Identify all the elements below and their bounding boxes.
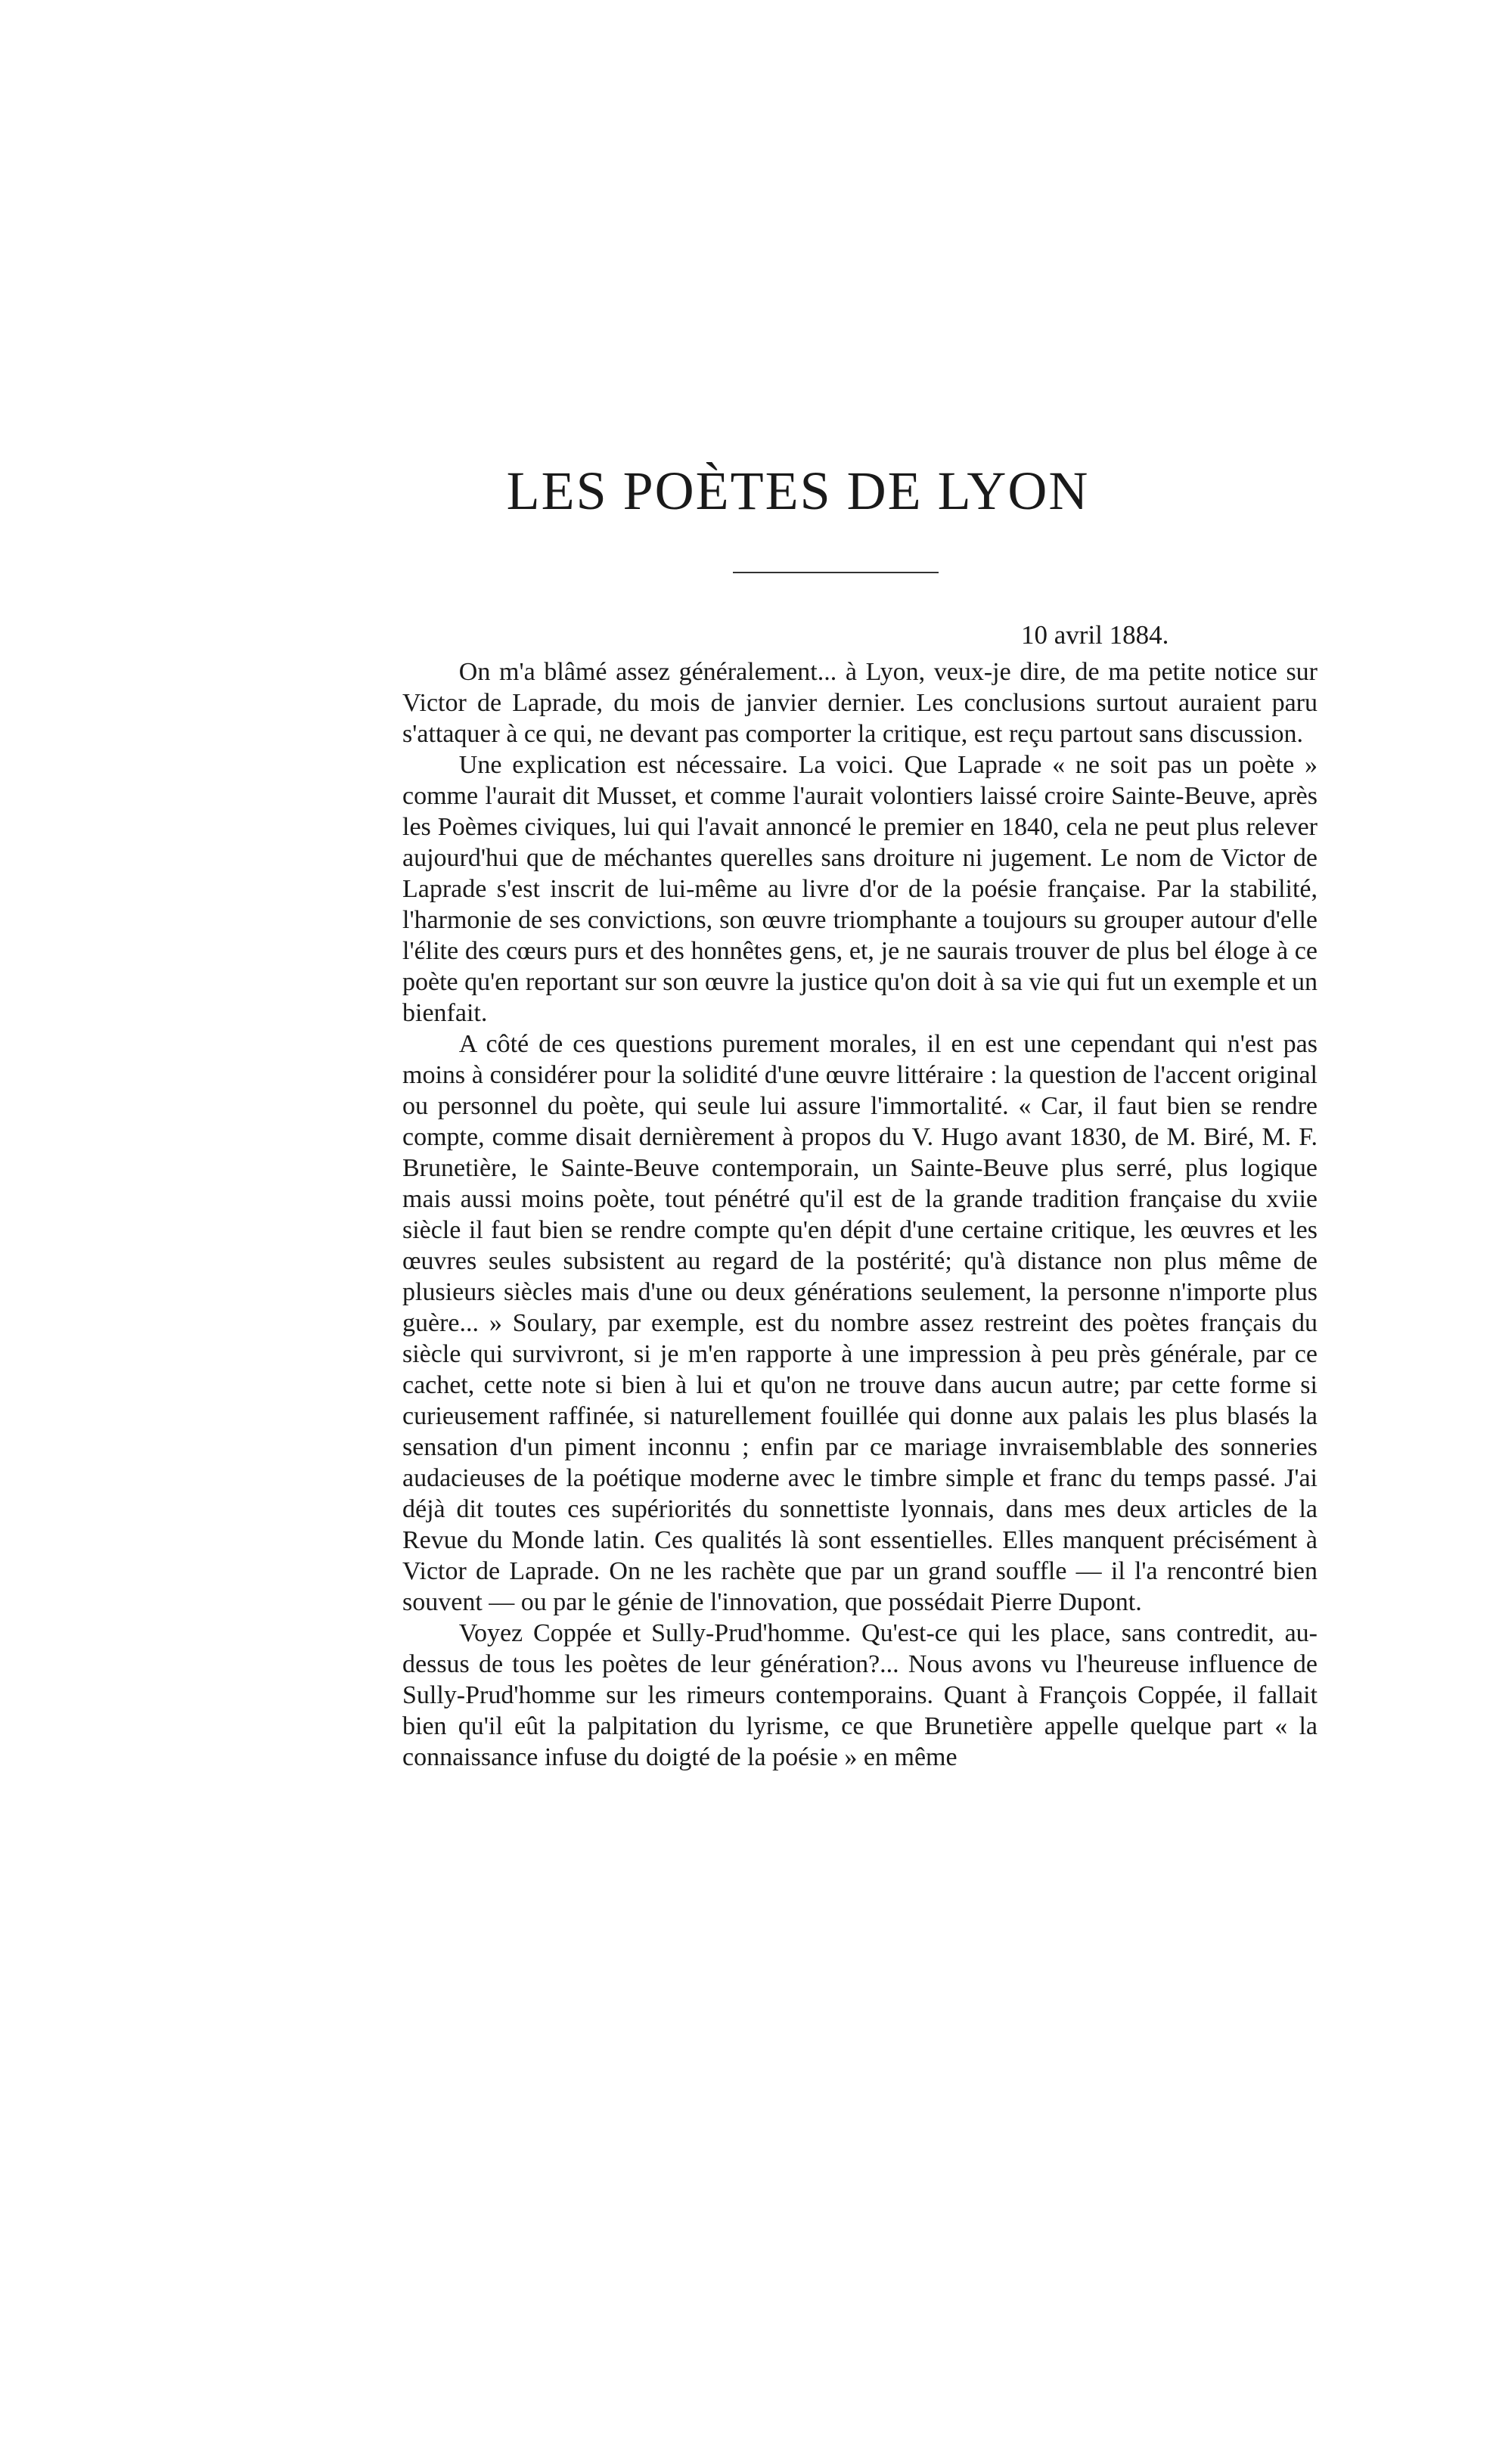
paragraph: On m'a blâmé assez généralement... à Lyon, veux-je dire, de ma petite notice sur Victor de Laprade, du mois de janvier dernier. Les conclusions surtout auraient paru s'attaquer à ce qui, ne devant pas comporter la critique, est reçu partout sans discussion. — [402, 658, 1318, 748]
paragraph: A côté de ces questions purement morales, il en est une cependant qui n'est pas moins à considérer pour la solidité d'une œuvre littéraire : la question de l'accent original ou personnel du poète, qui seule lui assure l'immortalité. « Car, il faut bien se rendre compte, comme disait dernièrement à propos du V. Hugo avant 1830, de M. Biré, M. F. Brunetière, le Sainte-Beuve contemporain, un Sainte-Beuve plus serré, plus logique mais aussi moins poète, tout pénétré qu'il est de la grande tradition française du xviie siècle il faut bien se rendre compte qu'en dépit d'une certaine critique, les œuvres et les œuvres seules subsistent au regard de la postérité; qu'à distance non plus même de plusieurs siècles mais d'une ou deux générations seulement, la personne n'importe plus guère... » Soulary, par exemple, est du nombre assez restreint des poètes français du siècle qui survivront, si je m'en rapporte à une impression à peu près générale, par ce cachet, cette note si bien à lui et qu'on ne trouve dans aucun autre; par cette forme si curieusement raffinée, si naturellement fouillée qui donne aux palais les plus blasés la sensation d'un piment inconnu ; enfin par ce mariage invraisemblable des sonneries audacieuses de la poétique moderne avec le timbre simple et franc du temps passé. J'ai déjà dit toutes ces supériorités du sonnettiste lyonnais, dans mes deux articles de la Revue du Monde latin. Ces qualités là sont essentielles. Elles manquent précisément à Victor de Laprade. On ne les rachète que par un grand souffle — il l'a rencontré bien souvent — ou par le génie de l'innovation, que possédait Pierre Dupont. — [402, 1030, 1318, 1616]
paragraph: Voyez Coppée et Sully-Prud'homme. Qu'est-ce qui les place, sans contredit, au-dessus de tous les poètes de leur génération?... Nous avons vu l'heureuse influence de Sully-Prud'homme sur les rimeurs contemporains. Quant à François Coppée, il fallait bien qu'il eût la palpitation du lyrisme, ce que Brunetière appelle quelque part « la connaissance infuse du doigté de la poésie » en même — [402, 1619, 1318, 1771]
paragraph: Une explication est nécessaire. La voici. Que Laprade « ne soit pas un poète » comme l'aurait dit Musset, et comme l'aurait volontiers laissé croire Sainte-Beuve, après les Poèmes civiques, lui qui l'avait annoncé le premier en 1840, cela ne peut plus relever aujourd'hui que de méchantes querelles sans droiture ni jugement. Le nom de Victor de Laprade s'est inscrit de lui-même au livre d'or de la poésie française. Par la stabilité, l'harmonie de ses convictions, son œuvre triomphante a toujours su grouper autour d'elle l'élite des cœurs purs et des honnêtes gens, et, je ne saurais trouver de plus bel éloge à ce poète qu'en reportant sur son œuvre la justice qu'on doit à sa vie qui fut un exemple et un bienfait. — [402, 751, 1318, 1027]
page-title: LES POÈTES DE LYON — [506, 461, 1090, 521]
article-body — [402, 656, 1318, 1773]
date-line: 10 avril 1884. — [1021, 620, 1169, 650]
title-divider — [733, 572, 939, 573]
